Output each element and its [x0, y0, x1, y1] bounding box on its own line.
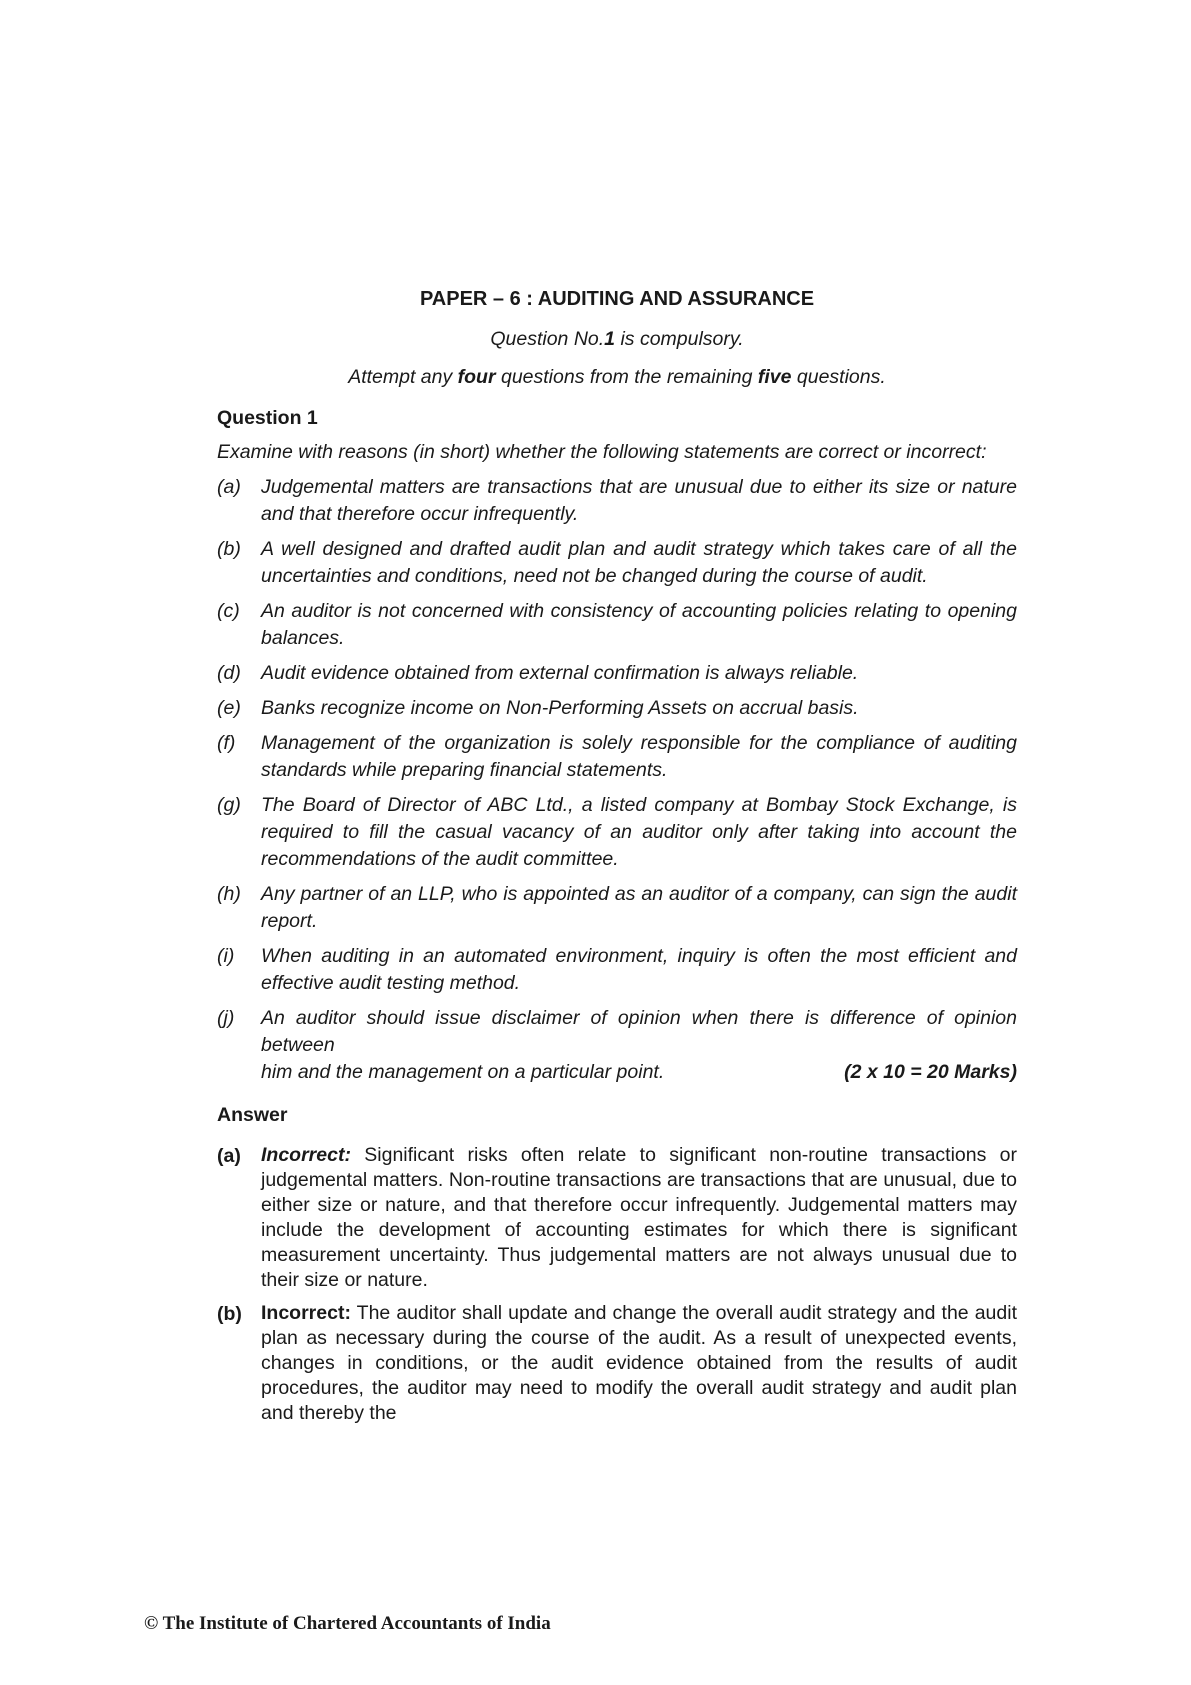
- item-label: (d): [217, 662, 241, 684]
- question-heading: Question 1: [217, 407, 318, 429]
- question-item: [217, 536, 1017, 590]
- item-text: When auditing in an automated environment, inquiry is often the most efficient and effective audit testing method.: [261, 945, 1017, 994]
- item-label: (a): [217, 476, 241, 498]
- answer-verdict: Incorrect:: [261, 1302, 351, 1324]
- answer-item: [217, 1143, 1017, 1293]
- marks-allocation: (2 x 10 = 20 Marks): [844, 1061, 1017, 1083]
- question-item: [217, 943, 1017, 997]
- question-item: [217, 695, 1017, 722]
- item-text-block: [261, 1005, 1017, 1086]
- item-text: him and the management on a particular point.: [261, 1061, 665, 1083]
- instruction-attempt: [217, 364, 1017, 391]
- paper-title: PAPER – 6 : AUDITING AND ASSURANCE: [419, 288, 815, 310]
- item-label: (f): [217, 732, 236, 754]
- answer-heading: Answer: [217, 1104, 288, 1126]
- answer-item: [217, 1301, 1017, 1426]
- answer-list: [217, 1143, 1017, 1426]
- item-text-block: [261, 1143, 1017, 1293]
- item-label: (h): [217, 883, 241, 905]
- item-label: (j): [217, 1007, 235, 1029]
- answer-verdict: Incorrect:: [261, 1144, 351, 1166]
- instruction-text: questions from the remaining: [495, 366, 758, 388]
- item-text: A well designed and drafted audit plan and audit strategy which takes care of all the uncertainties and conditions, need not be changed during the course of audit.: [261, 538, 1017, 587]
- instruction-emphasis: five: [757, 366, 792, 388]
- item-label: (e): [217, 697, 241, 719]
- instruction-emphasis: 1: [604, 328, 616, 350]
- item-text: An auditor should issue disclaimer of opinion when there is difference of opinion between: [261, 1007, 1017, 1056]
- item-text: Audit evidence obtained from external confirmation is always reliable.: [261, 662, 859, 684]
- item-text-last-line: [261, 1059, 1017, 1086]
- instruction-compulsory: [217, 326, 1017, 353]
- question-item: [217, 730, 1017, 784]
- answer-text: Significant risks often relate to significant non-routine transactions or judgemental matters. Non-routine transactions are transactions that are unusual, due to either size or nature, and that therefore occur infrequently. Judgemental matters may include the development of accounting estimates for which there is significant measurement uncertainty. Thus judgemental matters are not always unusual due to their size or nature.: [261, 1144, 1017, 1291]
- item-label: (c): [217, 600, 240, 622]
- question-item: [217, 792, 1017, 873]
- instruction-text: is compulsory.: [615, 328, 744, 350]
- item-label: (g): [217, 794, 241, 816]
- item-text: The Board of Director of ABC Ltd., a listed company at Bombay Stock Exchange, is required to fill the casual vacancy of an auditor only after taking into account the recommendations of the audit committee.: [261, 794, 1017, 870]
- question-item: [217, 598, 1017, 652]
- instruction-text: Question No.: [490, 328, 605, 350]
- question-item: [217, 660, 1017, 687]
- item-text: An auditor is not concerned with consistency of accounting policies relating to opening balances.: [261, 600, 1017, 649]
- instruction-text: Attempt any: [348, 366, 458, 388]
- question-item: [217, 474, 1017, 528]
- question-item: [217, 881, 1017, 935]
- instruction-emphasis: four: [457, 366, 496, 388]
- answer-text: The auditor shall update and change the overall audit strategy and the audit plan as necessary during the course of the audit. As a result of unexpected events, changes in conditions, or the audit evidence obtained from the results of audit procedures, the auditor may need to modify the overall audit strategy and audit plan and thereby the: [261, 1302, 1017, 1424]
- item-label: (i): [217, 945, 235, 967]
- item-text: Banks recognize income on Non-Performing Assets on accrual basis.: [261, 697, 859, 719]
- item-label: (b): [217, 538, 241, 560]
- copyright-footer: © The Institute of Chartered Accountants of India: [144, 1613, 551, 1634]
- question-item: [217, 1005, 1017, 1086]
- item-label: (a): [217, 1145, 241, 1167]
- page-content: [217, 286, 1017, 1434]
- question-list: [217, 474, 1017, 1086]
- item-label: (b): [217, 1303, 242, 1325]
- item-text: Any partner of an LLP, who is appointed as an auditor of a company, can sign the audit report.: [261, 883, 1017, 932]
- item-text-block: [261, 1301, 1017, 1426]
- item-text: Judgemental matters are transactions that are unusual due to either its size or nature and that therefore occur infrequently.: [261, 476, 1017, 525]
- item-text: Management of the organization is solely responsible for the compliance of auditing standards while preparing financial statements.: [261, 732, 1017, 781]
- question-intro: Examine with reasons (in short) whether the following statements are correct or incorrect:: [217, 441, 987, 463]
- instruction-text: questions.: [791, 366, 886, 388]
